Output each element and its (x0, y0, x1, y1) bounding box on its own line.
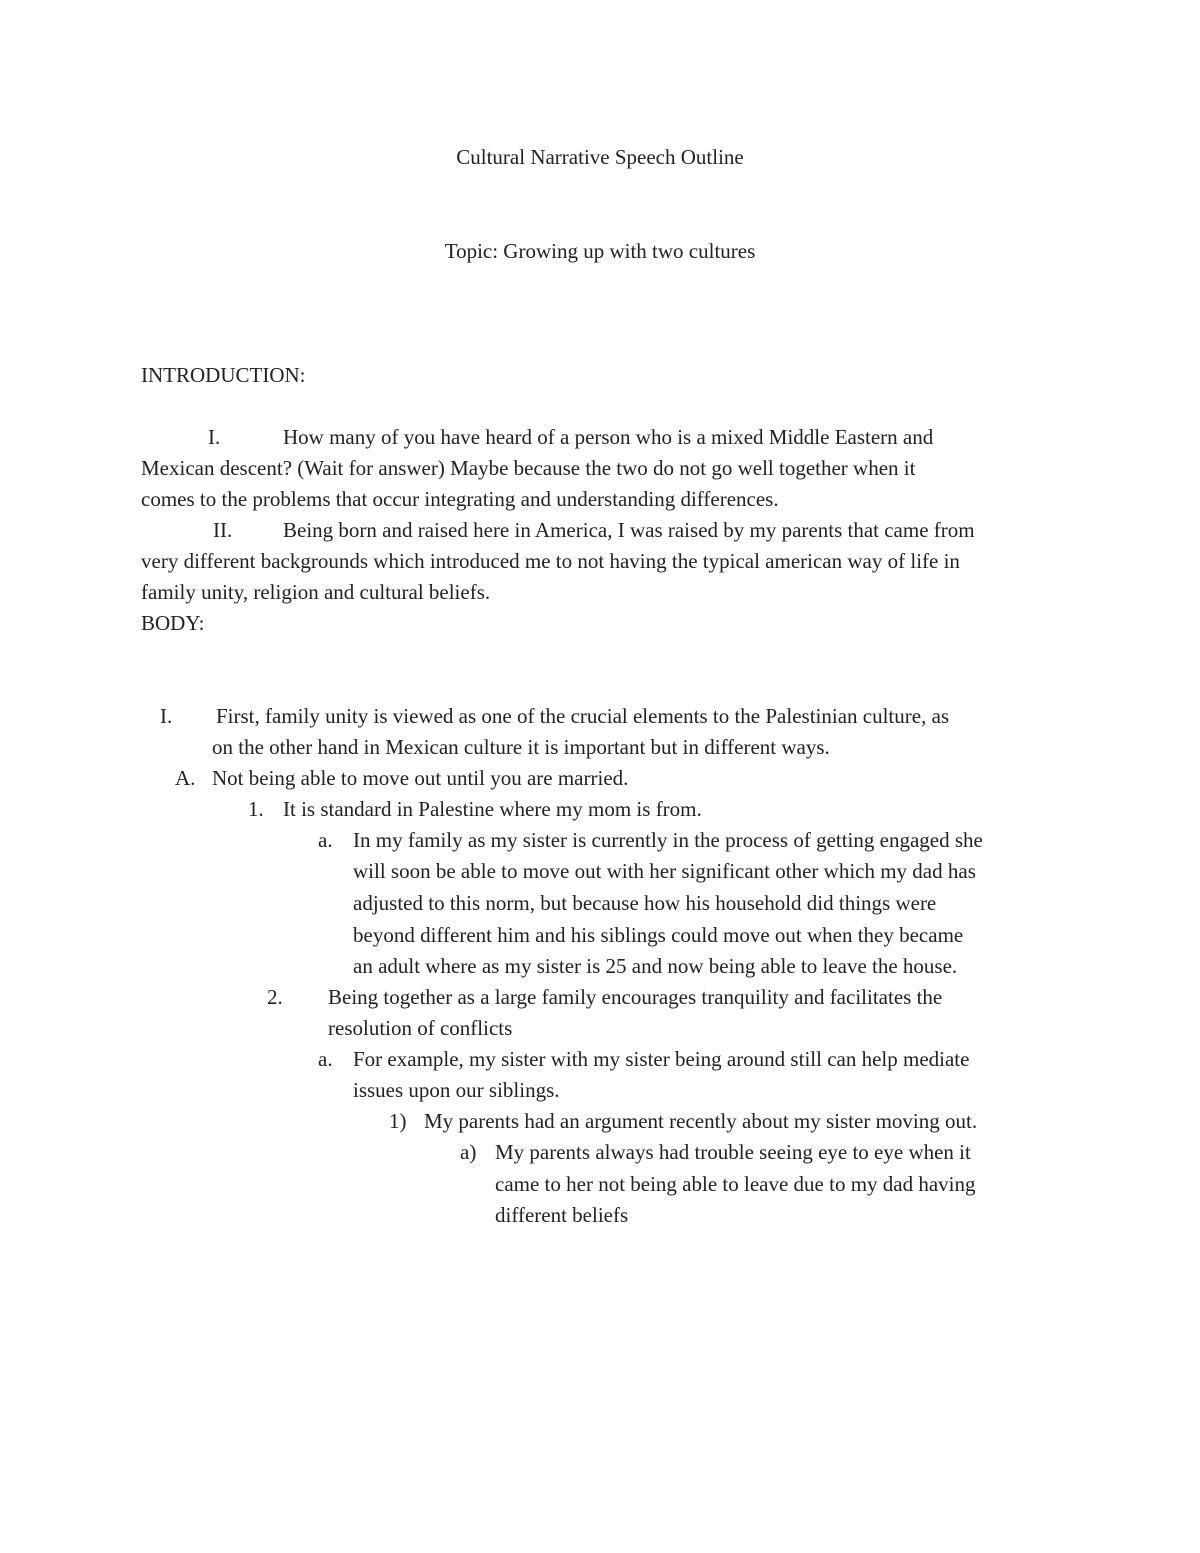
intro-point-line: family unity, religion and cultural beliefs. (141, 580, 491, 604)
body-point-marker: 1) (389, 1109, 407, 1133)
body-point-line: adjusted to this norm, but because how his household did things were (353, 891, 937, 915)
intro-point-marker: I. (208, 425, 221, 449)
body-point-line: came to her not being able to leave due to my dad having (495, 1172, 976, 1196)
body-point-line: Not being able to move out until you are married. (212, 766, 629, 790)
body-point-line: different beliefs (495, 1203, 629, 1227)
body-point-line: resolution of conflicts (328, 1016, 513, 1040)
body-point-line: My parents always had trouble seeing eye to eye when it (495, 1140, 971, 1164)
body-heading: BODY: (141, 611, 205, 635)
body-point-marker: I. (160, 704, 173, 728)
introduction-heading: INTRODUCTION: (141, 363, 306, 387)
body-point-line: an adult where as my sister is 25 and now being able to leave the house. (353, 954, 958, 978)
body-point-marker: 2. (267, 985, 283, 1009)
body-point-marker: a) (460, 1140, 477, 1164)
body-point-line: First, family unity is viewed as one of the crucial elements to the Palestinian culture, as (216, 704, 950, 728)
body-point-line: It is standard in Palestine where my mom is from. (283, 797, 702, 821)
intro-point-line: comes to the problems that occur integrating and understanding differences. (141, 487, 779, 511)
body-point-line: on the other hand in Mexican culture it is important but in different ways. (212, 735, 830, 759)
body-point-line: My parents had an argument recently about my sister moving out. (424, 1109, 978, 1133)
document-topic: Topic: Growing up with two cultures (444, 239, 756, 263)
body-point-marker: a. (318, 828, 333, 852)
body-point-marker: a. (318, 1047, 333, 1071)
intro-point-line: Mexican descent? (Wait for answer) Maybe because the two do not go well together when it (141, 456, 916, 480)
body-point-line: Being together as a large family encourages tranquility and facilitates the (328, 985, 943, 1009)
body-point-line: will soon be able to move out with her significant other which my dad has (353, 859, 976, 883)
body-point-line: For example, my sister with my sister being around still can help mediate (353, 1047, 970, 1071)
document-title: Cultural Narrative Speech Outline (456, 145, 744, 169)
intro-point-line: How many of you have heard of a person who is a mixed Middle Eastern and (283, 425, 934, 449)
intro-point-line: Being born and raised here in America, I was raised by my parents that came from (283, 518, 975, 542)
body-point-line: beyond different him and his siblings could move out when they became (353, 923, 964, 947)
body-point-marker: 1. (248, 797, 264, 821)
body-point-marker: A. (175, 766, 196, 790)
body-point-line: In my family as my sister is currently in the process of getting engaged she (353, 828, 983, 852)
intro-point-line: very different backgrounds which introduced me to not having the typical american way of life in (141, 549, 960, 573)
body-point-line: issues upon our siblings. (353, 1078, 560, 1102)
intro-point-marker: II. (213, 518, 233, 542)
